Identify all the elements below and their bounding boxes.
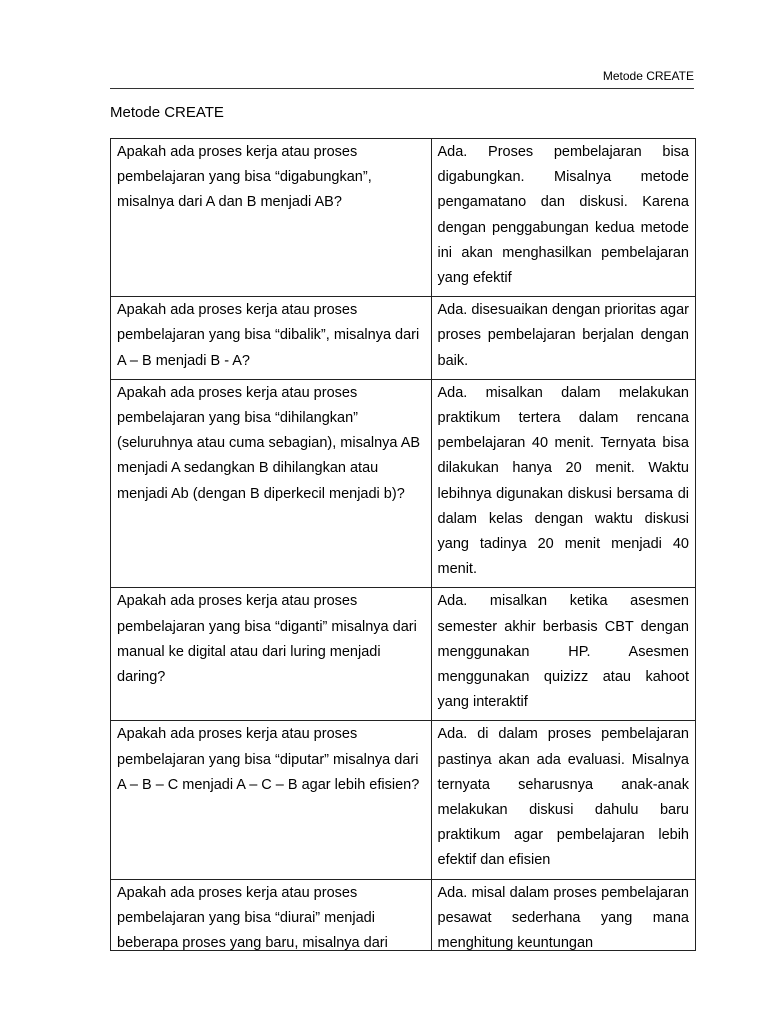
answer-cell: Ada. di dalam proses pembelajaran pastinya akan ada evaluasi. Misalnya ternyata seharusnya anak-anak melakukan diskusi dahulu baru praktikum agar pembelajaran lebih efektif dan efisien xyxy=(431,721,695,879)
question-cell: Apakah ada proses kerja atau proses pembelajaran yang bisa “diputar” misalnya dari A – B – C menjadi A – C – B agar lebih efisien? xyxy=(111,721,431,879)
table-row xyxy=(111,879,695,951)
question-cell: Apakah ada proses kerja atau proses pembelajaran yang bisa “digabungkan”, misalnya dari A dan B menjadi AB? xyxy=(111,139,431,297)
table-row xyxy=(111,297,695,380)
header-rule xyxy=(110,88,694,89)
question-cell: Apakah ada proses kerja atau proses pembelajaran yang bisa “diganti” misalnya dari manual ke digital atau dari luring menjadi daring? xyxy=(111,588,431,721)
answer-cell: Ada. misalkan dalam melakukan praktikum tertera dalam rencana pembelajaran 40 menit. Ternyata bisa dilakukan hanya 20 menit. Waktu lebihnya digunakan diskusi bersama di dalam kelas dengan waktu diskusi yang tadinya 20 menit menjadi 40 menit. xyxy=(431,379,695,588)
document-title: Metode CREATE xyxy=(110,104,224,121)
answer-cell: Ada. misalkan ketika asesmen semester akhir berbasis CBT dengan menggunakan HP. Asesmen menggunakan quizizz atau kahoot yang interaktif xyxy=(431,588,695,721)
question-cell: Apakah ada proses kerja atau proses pembelajaran yang bisa “diurai” menjadi beberapa proses yang baru, misalnya dari xyxy=(111,879,431,951)
table-row xyxy=(111,588,695,721)
create-method-table xyxy=(110,138,696,951)
table-row xyxy=(111,379,695,588)
table-row xyxy=(111,139,695,297)
answer-cell: Ada. misal dalam proses pembelajaran pesawat sederhana yang mana menghitung keuntungan xyxy=(431,879,695,951)
answer-cell: Ada. disesuaikan dengan prioritas agar proses pembelajaran berjalan dengan baik. xyxy=(431,297,695,380)
answer-cell: Ada. Proses pembelajaran bisa digabungkan. Misalnya metode pengamatano dan diskusi. Karena dengan penggabungan kedua metode ini akan menghasilkan pembelajaran yang efektif xyxy=(431,139,695,297)
table-row xyxy=(111,721,695,879)
question-cell: Apakah ada proses kerja atau proses pembelajaran yang bisa “dibalik”, misalnya dari A – B menjadi B - A? xyxy=(111,297,431,380)
running-header: Metode CREATE xyxy=(602,69,694,83)
question-cell: Apakah ada proses kerja atau proses pembelajaran yang bisa “dihilangkan” (seluruhnya atau cuma sebagian), misalnya AB menjadi A sedangkan B dihilangkan atau menjadi Ab (dengan B diperkecil menjadi b)? xyxy=(111,379,431,588)
